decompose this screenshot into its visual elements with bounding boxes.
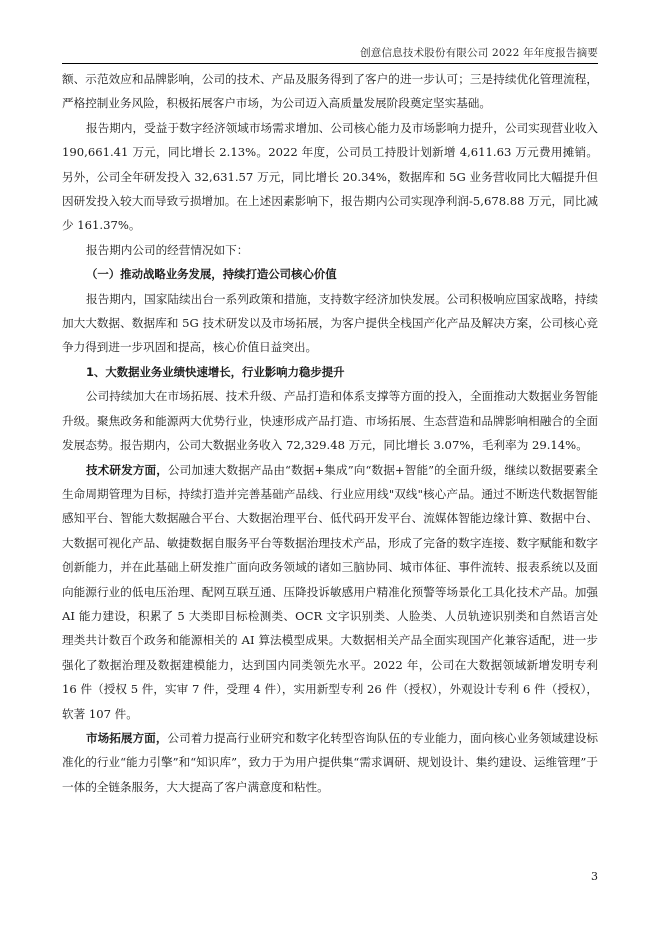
report-header: 创意信息技术股份有限公司 2022 年年度报告摘要	[360, 47, 598, 59]
market-body-text: 公司着力提高行业研究和数字化转型咨询队伍的专业能力，面向核心业务领域建设标准化的行业“能力引擎”和“知识库”，致力于为用户提供集“需求调研、规划设计、集约建设、运维管理”于一体的全链条服务，大大提高了客户满意度和粘性。	[62, 730, 598, 794]
paragraph-policy: 报告期内，国家陆续出台一系列政策和措施，支持数字经济加快发展。公司积极响应国家战略，持续加大大数据、数据库和 5G 技术研发以及市场拓展，为客户提供全栈国产化产品及解决方案，公司核心竞争力得到进一步巩固和提高，核心价值日益突出。	[62, 291, 598, 355]
paragraph-operations-intro: 报告期内公司的经营情况如下：	[86, 242, 249, 257]
paragraph-big-data-growth: 公司持续加大在市场拓展、技术升级、产品打造和体系支撑等方面的投入，全面推动大数据业务智能升级。聚焦政务和能源两大优势行业，快速形成产品打造、市场拓展、生态营造和品牌影响相融合的全面发展态势。报告期内，公司大数据业务收入 72,329.48 万元，同比增长 3.07%，毛利率为 29.14%。	[62, 389, 598, 453]
paragraph-market	[62, 726, 598, 799]
document-body	[62, 67, 598, 799]
paragraph-continuation: 额、示范效应和品牌影响，公司的技术、产品及服务得到了客户的进一步认可；三是持续优化管理流程，严格控制业务风险，积极拓展客户市场，为公司迈入高质量发展阶段奠定坚实基础。	[62, 72, 598, 111]
paragraph-rnd	[62, 458, 598, 726]
rnd-lead-label: 技术研发方面，	[86, 462, 168, 477]
subsection-heading-big-data: 1、大数据业务业绩快速增长，行业影响力稳步提升	[86, 364, 345, 379]
market-lead-label: 市场拓展方面，	[86, 730, 168, 745]
header-divider	[62, 63, 598, 64]
paragraph-revenue-summary: 报告期内，受益于数字经济领域市场需求增加、公司核心能力及市场影响力提升，公司实现营业收入 190,661.41 万元，同比增长 2.13%。2022 年度，公司员工持股计划新增 4,611.63 万元费用摊销。另外，公司全年研发投入 32,631.57 万元，同比增长 20.34%，数据库和 5G 业务营收同比大幅提升但因研发投入较大而导致亏损增加。在上述因素影响下，报告期内公司实现净利润-5,678.88 万元，同比减少 161.37%。	[62, 120, 598, 233]
rnd-body-text: 公司加速大数据产品由“数据+集成”向“数据+智能”的全面升级，继续以数据要素全生命周期管理为目标，持续打造并完善基础产品线、行业应用线"双线"核心产品。通过不断迭代数据智能感知平台、智能大数据融合平台、大数据治理平台、低代码开发平台、流媒体智能边缘计算、数据中台、大数据可视化产品、敏捷数据自服务平台等数据治理技术产品，形成了完备的数字连接、数字赋能和数字创新能力，并在此基础上研发推广面向政务领域的诸如三脑协同、城市体征、事件流转、报表系统以及面向能源行业的低电压治理、配网互联互通、压降投诉敏感用户精准化预警等场景化工具化技术产品。加强 AI 能力建设，积累了 5 大类即目标检测类、OCR 文字识别类、人脸类、人员轨迹识别类和自然语言处理类共计数百个政务和能源相关的 AI 算法模型成果。大数据相关产品全面实现国产化兼容适配，进一步强化了数据治理及数据建模能力，达到国内同类领先水平。2022 年，公司在大数据领域新增发明专利 16 件（授权 5 件，实审 7 件，受理 4 件），实用新型专利 26 件（授权），外观设计专利 6 件（授权），软著 107 件。	[62, 462, 598, 721]
page-number: 3	[591, 870, 598, 883]
section-heading-strategy: （一）推动战略业务发展，持续打造公司核心价值	[86, 267, 337, 282]
